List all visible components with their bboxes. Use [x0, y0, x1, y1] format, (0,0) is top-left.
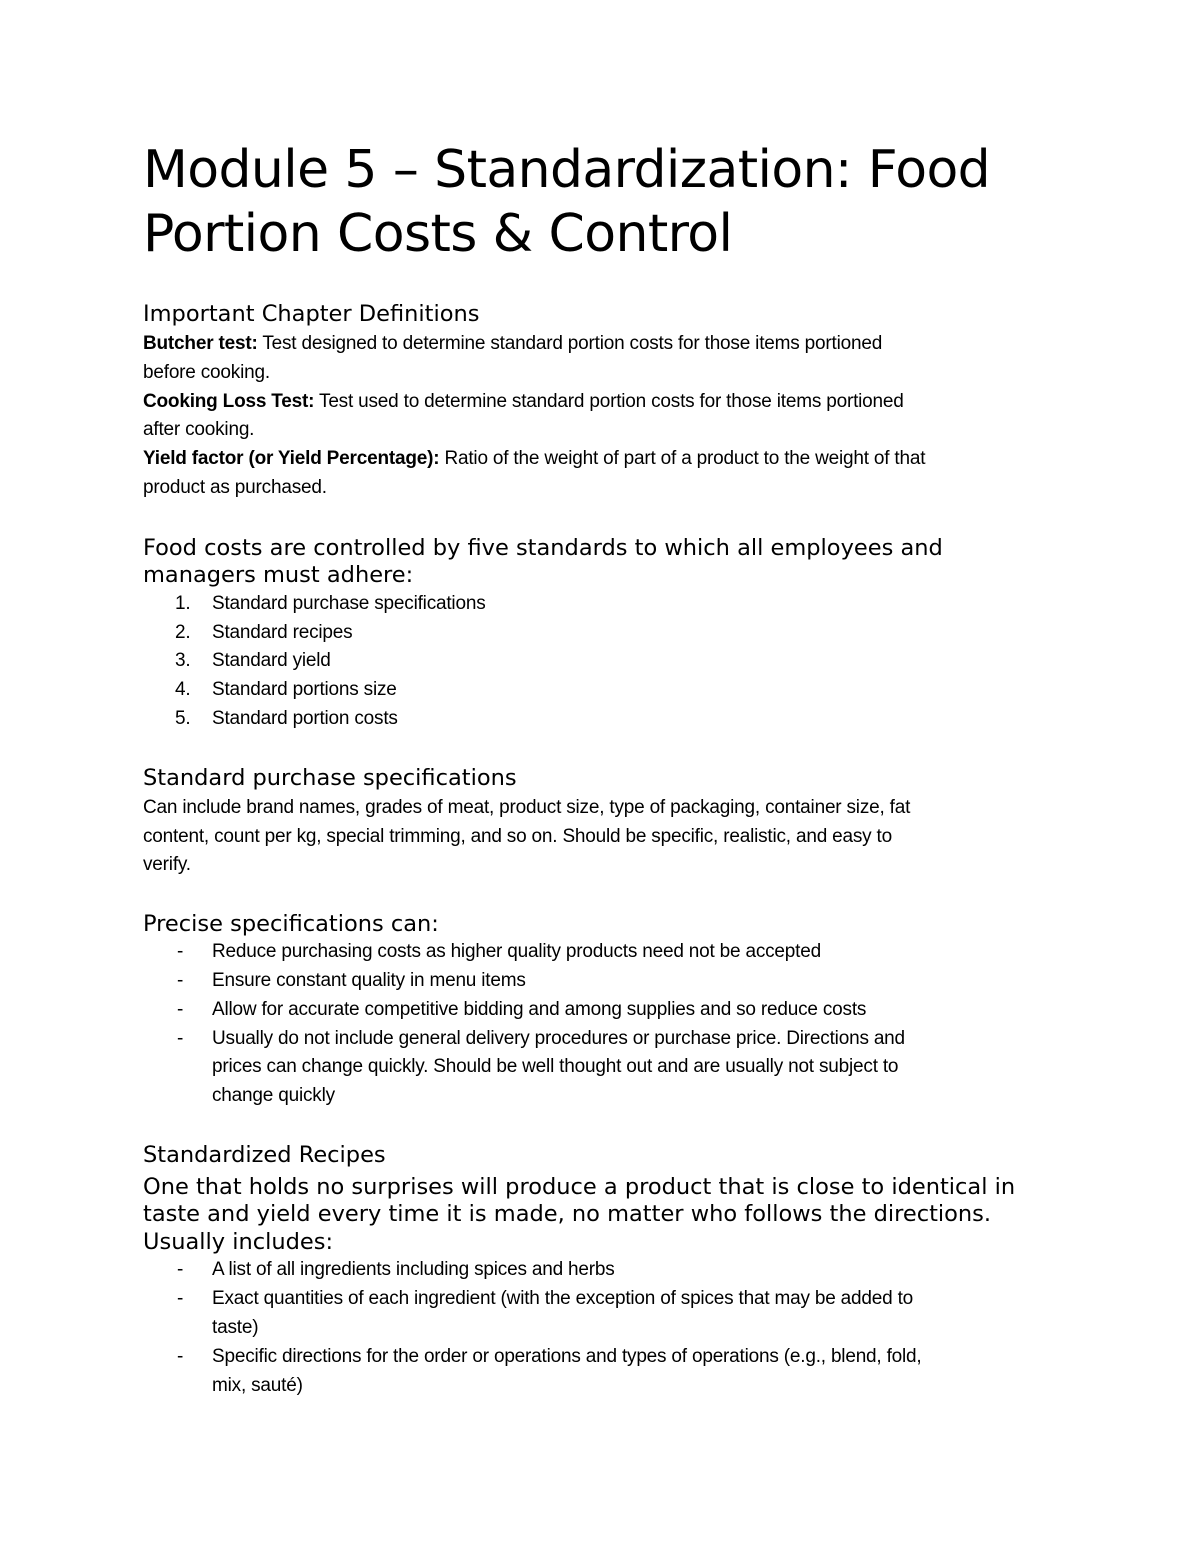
definition-text: before cooking. — [143, 361, 270, 383]
five-standards-list — [143, 590, 1073, 734]
definition-text: product as purchased. — [143, 476, 327, 498]
paragraph-line: Can include brand names, grades of meat, product size, type of packaging, container size, fat — [143, 796, 911, 818]
title-line-1: Module 5 – Standardization: Food — [143, 140, 991, 200]
document-page — [143, 138, 1073, 1400]
list-item-text: Specific directions for the order or operations and types of operations (e.g., blend, fold, — [212, 1345, 922, 1367]
definition-text: after cooking. — [143, 419, 255, 441]
list-item-text: Reduce purchasing costs as higher quality products need not be accepted — [212, 941, 821, 963]
list-item-text: taste) — [212, 1317, 259, 1339]
list-item — [143, 590, 1073, 619]
list-item-text: Standard recipes — [212, 621, 353, 643]
list-number: 2. — [175, 621, 191, 643]
purchase-specs-heading: Standard purchase specifications — [143, 764, 517, 791]
precise-specs-heading: Precise specifications can: — [143, 911, 439, 938]
list-item-text: change quickly — [212, 1085, 335, 1107]
definitions-section — [143, 300, 1073, 503]
list-item — [143, 1025, 1073, 1111]
list-item — [143, 1285, 1073, 1343]
list-item — [143, 967, 1073, 996]
list-item-text: Standard portions size — [212, 679, 397, 701]
title-line-2: Portion Costs & Control — [143, 204, 733, 264]
list-number: 1. — [175, 592, 191, 614]
definition-text: Test designed to determine standard portion costs for those items portioned — [257, 333, 883, 354]
recipes-intro — [143, 1174, 1073, 1257]
dash-bullet: - — [177, 998, 184, 1020]
paragraph-line: content, count per kg, special trimming, and so on. Should be specific, realistic, and easy to — [143, 825, 893, 847]
dash-bullet: - — [177, 969, 184, 991]
recipes-heading: Standardized Recipes — [143, 1141, 386, 1168]
intro-line: Usually includes: — [143, 1228, 334, 1255]
list-item-text: Standard yield — [212, 650, 331, 672]
list-item — [143, 647, 1073, 676]
list-item — [143, 676, 1073, 705]
list-number: 5. — [175, 707, 191, 729]
intro-line: Food costs are controlled by five standards to which all employees and — [143, 534, 943, 561]
list-item — [143, 619, 1073, 648]
definition-text: Test used to determine standard portion costs for those items portioned — [314, 390, 904, 412]
definition-term: Butcher test: — [143, 333, 258, 354]
dash-bullet: - — [177, 1345, 184, 1367]
purchase-specs-section — [143, 764, 1073, 880]
definition-cooking-loss-test — [143, 388, 1073, 446]
list-item — [143, 1343, 1073, 1401]
list-item-text: Ensure constant quality in menu items — [212, 969, 526, 991]
list-number: 3. — [175, 650, 191, 672]
definition-text: Ratio of the weight of part of a product to the weight of that — [439, 448, 926, 470]
purchase-specs-paragraph — [143, 794, 1073, 880]
recipes-section — [143, 1141, 1073, 1400]
definition-yield-factor — [143, 445, 1073, 503]
page-title — [143, 138, 1073, 266]
list-item-text: Usually do not include general delivery procedures or purchase price. Directions and — [212, 1027, 905, 1049]
list-item-text: Allow for accurate competitive bidding and among supplies and so reduce costs — [212, 998, 867, 1020]
list-number: 4. — [175, 679, 191, 701]
list-item-text: mix, sauté) — [212, 1374, 303, 1396]
precise-specs-section — [143, 910, 1073, 1111]
dash-bullet: - — [177, 1259, 184, 1281]
definition-term: Yield factor (or Yield Percentage): — [143, 448, 440, 470]
list-item — [143, 996, 1073, 1025]
definitions-heading: Important Chapter Definitions — [143, 301, 480, 327]
five-standards-section — [143, 535, 1073, 734]
list-item-text: A list of all ingredients including spices and herbs — [212, 1259, 615, 1281]
five-standards-intro — [143, 535, 1073, 590]
recipes-list — [143, 1256, 1073, 1400]
definition-butcher-test — [143, 330, 1073, 388]
list-item-text: Exact quantities of each ingredient (with the exception of spices that may be added to — [212, 1288, 914, 1310]
list-item-text: prices can change quickly. Should be well thought out and are usually not subject to — [212, 1056, 899, 1078]
paragraph-line: verify. — [143, 854, 191, 876]
list-item-text: Standard purchase specifications — [212, 592, 486, 614]
list-item — [143, 1256, 1073, 1285]
precise-specs-list — [143, 938, 1073, 1111]
dash-bullet: - — [177, 1027, 184, 1049]
intro-line: One that holds no surprises will produce a product that is close to identical in — [143, 1173, 1016, 1200]
dash-bullet: - — [177, 941, 184, 963]
intro-line: managers must adhere: — [143, 562, 414, 589]
list-item — [143, 705, 1073, 734]
intro-line: taste and yield every time it is made, no matter who follows the directions. — [143, 1201, 992, 1228]
dash-bullet: - — [177, 1288, 184, 1310]
list-item-text: Standard portion costs — [212, 707, 398, 729]
definition-term: Cooking Loss Test: — [143, 390, 315, 412]
list-item — [143, 938, 1073, 967]
